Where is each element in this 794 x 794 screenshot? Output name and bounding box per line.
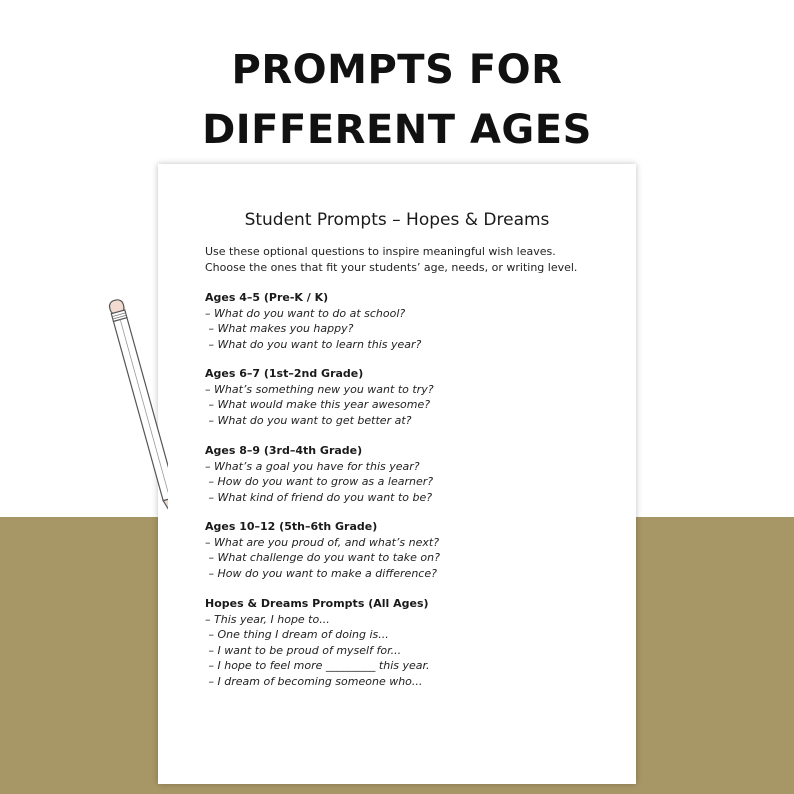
section-heading: Ages 4–5 (Pre-K / K) xyxy=(205,291,329,304)
pencil-icon xyxy=(98,296,168,532)
prompt-item: – What are you proud of, and what’s next? xyxy=(205,535,440,549)
section-heading: Ages 6–7 (1st–2nd Grade) xyxy=(205,367,364,380)
prompt-item: – What kind of friend do you want to be? xyxy=(205,490,433,504)
headline xyxy=(0,40,794,160)
worksheet-title: Student Prompts – Hopes & Dreams xyxy=(244,210,550,230)
section-heading: Hopes & Dreams Prompts (All Ages) xyxy=(205,597,429,610)
worksheet-intro: Use these optional questions to inspire meaningful wish leaves. Choose the ones that fit your students’ age, needs, or writing level. xyxy=(205,245,578,274)
prompt-item: – How do you want to make a difference? xyxy=(205,566,437,580)
prompt-item: – One thing I dream of doing is... xyxy=(205,628,389,641)
prompt-item: – How do you want to grow as a learner? xyxy=(205,475,434,488)
section-heading: Ages 8–9 (3rd–4th Grade) xyxy=(205,444,363,457)
section-heading: Ages 10–12 (5th–6th Grade) xyxy=(205,520,378,533)
section-ages-6-7 xyxy=(205,366,605,428)
prompt-item: – This year, I hope to... xyxy=(205,612,330,626)
prompt-item: – I dream of becoming someone who... xyxy=(205,674,423,688)
prompt-item: – What do you want to do at school? xyxy=(205,306,406,320)
prompt-item: – I want to be proud of myself for... xyxy=(205,643,402,657)
headline-line-1: PROMPTS FOR xyxy=(231,47,563,93)
prompt-item: – What do you want to learn this year? xyxy=(205,337,422,351)
section-all-ages xyxy=(205,596,605,689)
section-ages-10-12 xyxy=(205,519,605,581)
prompt-item: – I hope to feel more _________ this year. xyxy=(205,659,430,672)
prompt-item: – What would make this year awesome? xyxy=(205,398,431,411)
prompt-item: – What’s something new you want to try? xyxy=(205,382,434,396)
prompt-item: – What challenge do you want to take on? xyxy=(205,551,440,564)
prompt-item: – What’s a goal you have for this year? xyxy=(205,459,420,473)
prompt-item: – What do you want to get better at? xyxy=(205,413,412,427)
worksheet-page xyxy=(158,164,636,784)
prompt-item: – What makes you happy? xyxy=(205,322,354,335)
headline-line-2: DIFFERENT AGES xyxy=(202,107,592,153)
section-ages-8-9 xyxy=(205,443,605,505)
section-ages-4-5 xyxy=(205,290,605,352)
